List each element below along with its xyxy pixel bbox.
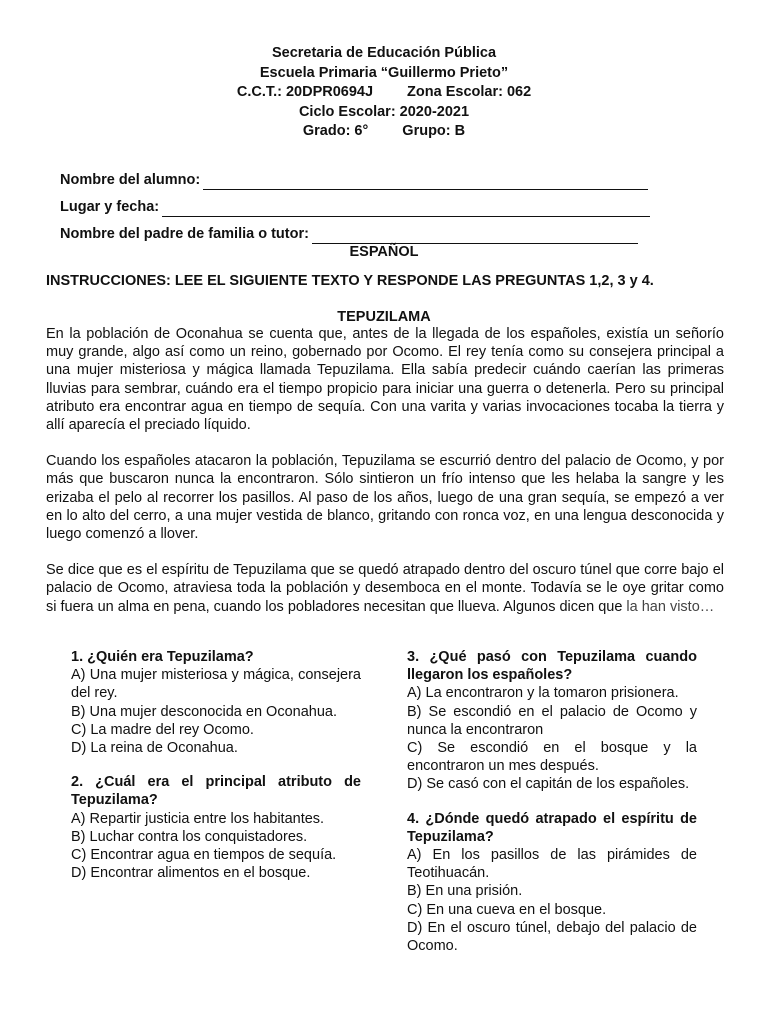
story-paragraph-3-text: Se dice que es el espíritu de Tepuzilama que se quedó atrapado dentro del oscuro túnel que corre bajo el palacio de Ocomo, atraviesa toda la población y desemboca en el monte. Todavía se le oye gritar como si fuera un alma en pena, cuando los pobladores necesitan que llueva. Algunos dicen que xyxy=(46,562,724,615)
header-zone: Zona Escolar: 062 xyxy=(407,84,532,100)
tutor-name-line[interactable] xyxy=(312,228,638,244)
question-2 xyxy=(71,773,361,882)
question-3-text: 3. ¿Qué pasó con Tepuzilama cuando llegaron los españoles? xyxy=(407,649,697,684)
question-2-text: 2. ¿Cuál era el principal atributo de Tepuzilama? xyxy=(71,774,361,809)
question-4-option-b[interactable]: B) En una prisión. xyxy=(407,883,523,900)
question-1-option-a[interactable]: A) Una mujer misteriosa y mágica, consejera del rey. xyxy=(71,667,361,702)
question-4-option-c[interactable]: C) En una cueva en el bosque. xyxy=(407,901,607,918)
student-name-label: Nombre del alumno: xyxy=(60,172,201,188)
story-paragraph-2: Cuando los españoles atacaron la población, Tepuzilama se escurrió dentro del palacio de Ocomo, y por más que buscaron nunca la encontraron. Sólo sintieron un frío intenso que les helaba la sangre y les erizaba el pelo al recorrer los pasillos. Al paso de los años, luego de una gran sequía, se empezó a ver en lo alto del cerro, a una mujer vestida de blanco, gritando con ronca voz, en una lengua desconocida y luego comenzó a llover. xyxy=(46,453,724,543)
question-3-option-a[interactable]: A) La encontraron y la tomaron prisionera. xyxy=(407,685,679,702)
story-paragraph-1: En la población de Oconahua se cuenta que, antes de la llegada de los españoles, existía un señorío muy grande, algo así como un reino, gobernado por Ocomo. El rey tenía como su consejera principal a una mujer misteriosa y mágica llamada Tepuzilama. Ella sabía predecir cuándo caerían las primeras lluvias para sembrar, cuándo era el tiempo propicio para iniciar una guerra o detenerla. Pero su principal atributo era encontrar agua en tiempo de sequía. Con una varita y varias invocaciones tocaba la tierra y allí aparecía el preciado líquido. xyxy=(46,326,724,434)
question-2-option-d[interactable]: D) Encontrar alimentos en el bosque. xyxy=(71,865,311,882)
tutor-name-label: Nombre del padre de familia o tutor: xyxy=(60,226,309,242)
header-school: Escuela Primaria “Guillermo Prieto” xyxy=(259,64,509,81)
question-2-option-c[interactable]: C) Encontrar agua en tiempos de sequía. xyxy=(71,847,337,864)
questions-right-column xyxy=(407,648,697,971)
story-paragraph-3 xyxy=(46,561,724,616)
question-4-option-d[interactable]: D) En el oscuro túnel, debajo del palacio de Ocomo. xyxy=(407,919,697,955)
question-2-option-b[interactable]: B) Luchar contra los conquistadores. xyxy=(71,828,308,845)
header-grade-group xyxy=(0,122,768,142)
question-1-option-c[interactable]: C) La madre del rey Ocomo. xyxy=(71,721,254,738)
place-date-field[interactable] xyxy=(60,190,680,217)
question-1-option-b[interactable]: B) Una mujer desconocida en Oconahua. xyxy=(71,703,337,720)
question-1-option-d[interactable]: D) La reina de Oconahua. xyxy=(71,740,238,757)
header-ministry: Secretaria de Educación Pública xyxy=(271,45,497,61)
instructions: INSTRUCCIONES: LEE EL SIGUIENTE TEXTO Y RESPONDE LAS PREGUNTAS 1,2, 3 y 4. xyxy=(46,273,654,289)
tutor-name-field[interactable] xyxy=(60,217,680,244)
question-1-text: 1. ¿Quién era Tepuzilama? xyxy=(71,649,254,665)
question-2-option-a[interactable]: A) Repartir justicia entre los habitantes. xyxy=(71,810,325,827)
student-fields xyxy=(60,163,680,244)
place-date-line[interactable] xyxy=(162,201,650,217)
story-text xyxy=(46,325,724,616)
student-name-line[interactable] xyxy=(203,174,648,190)
student-name-field[interactable] xyxy=(60,163,680,190)
question-3-option-c[interactable]: C) Se escondió en el bosque y la encontraron un mes después. xyxy=(407,740,697,775)
question-3-option-d[interactable]: D) Se casó con el capitán de los españoles. xyxy=(407,776,690,793)
header-grade: Grado: 6° xyxy=(302,123,369,139)
place-date-label: Lugar y fecha: xyxy=(60,199,160,215)
questions-left-column xyxy=(71,648,361,898)
question-3-option-b[interactable]: B) Se escondió en el palacio de Ocomo y nunca la encontraron xyxy=(407,703,697,738)
school-header xyxy=(0,44,768,142)
question-4-option-a[interactable]: A) En los pasillos de las pirámides de Teotihuacán. xyxy=(407,847,697,882)
subject-title: ESPAÑOL xyxy=(349,244,419,260)
question-1 xyxy=(71,648,361,757)
header-codes xyxy=(0,83,768,103)
header-group: Grupo: B xyxy=(402,123,466,139)
story-paragraph-3-end: la han visto… xyxy=(626,598,715,615)
question-4 xyxy=(407,810,697,956)
story-title: TEPUZILAMA xyxy=(337,309,431,325)
question-3 xyxy=(407,648,697,794)
header-cycle: Ciclo Escolar: 2020-2021 xyxy=(298,103,470,120)
header-cct: C.C.T.: 20DPR0694J xyxy=(236,84,374,100)
question-4-text: 4. ¿Dónde quedó atrapado el espíritu de Tepuzilama? xyxy=(407,810,697,845)
